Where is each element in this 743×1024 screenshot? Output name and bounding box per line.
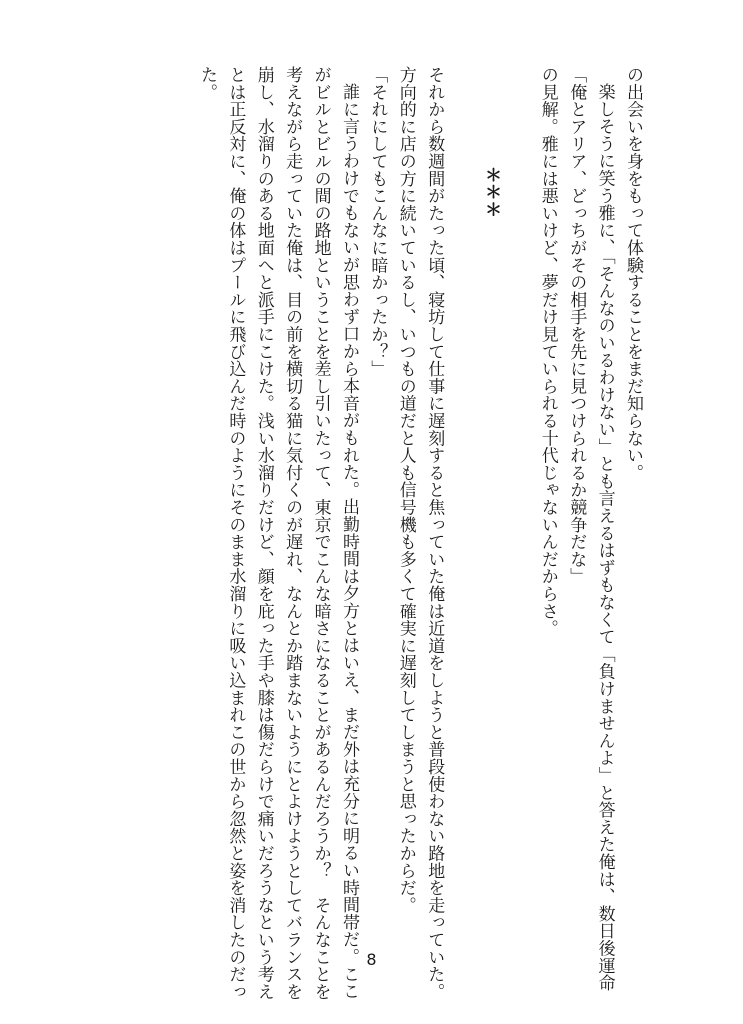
text-line: 誰に言うわけでもないが思わず口から本音がもれた。出勤時間は夕方とはいえ、まだ外は充分に明るい時間帯だ。ここ xyxy=(338,83,359,1000)
body-text xyxy=(193,66,647,1001)
text-line: の見解。雅には悪いけど、夢だけ見ていられる十代じゃないんだからさ。 xyxy=(537,66,558,637)
text-line: 「俺とアリア、どっちがその相手を先に見つけられるか競争だな」 xyxy=(566,66,587,585)
text-line: 方向的に店の方に続いているし、いつもの道だと人も信号機も多くて確実に遅刻してしまうと思ったからだ。 xyxy=(395,66,416,914)
blank-line xyxy=(448,66,476,956)
page-number: 8 xyxy=(366,950,377,969)
scene-break: ＊＊＊ xyxy=(480,166,501,218)
text-line: それから数週間がたった頃、寝坊して仕事に遅刻すると焦っていた俺は近道をしようと普段使わない路地を走っていた。 xyxy=(424,66,445,1001)
text-line: 崩し、水溜りのある地面へと派手にこけた。浅い水溜りだけど、顔を庇った手や膝は傷だらけで痛いだろうなという考え xyxy=(253,66,274,1001)
text-line: 「それにしてもこんなに暗かったか？」 xyxy=(367,66,388,378)
text-line: た。 xyxy=(196,66,217,101)
text-line: がビルとビルの間の路地ということを差し引いたって、東京でこんな暗さになることがあるんだろうか？ そんなことを xyxy=(310,66,331,1001)
text-line: 考えながら走っていた俺は、目の前を横切る猫に気付くのが遅れ、なんとか踏まないようにとよけようとしてバランスを xyxy=(282,66,303,1001)
text-line: の出会いを身をもって体験することをまだ知らない。 xyxy=(623,66,643,482)
text-line: 楽しそうに笑う雅に、「そんなのいるわけない」とも言えるはずもなくて「負けませんよ」と答えた俺は、数日後運命 xyxy=(594,83,615,992)
text-line: とは正反対に、俺の体はプールに飛び込んだ時のようにそのまま水溜りに吸い込まれこの世から忽然と姿を消したのだっ xyxy=(225,66,246,1001)
blank-line xyxy=(505,66,533,956)
